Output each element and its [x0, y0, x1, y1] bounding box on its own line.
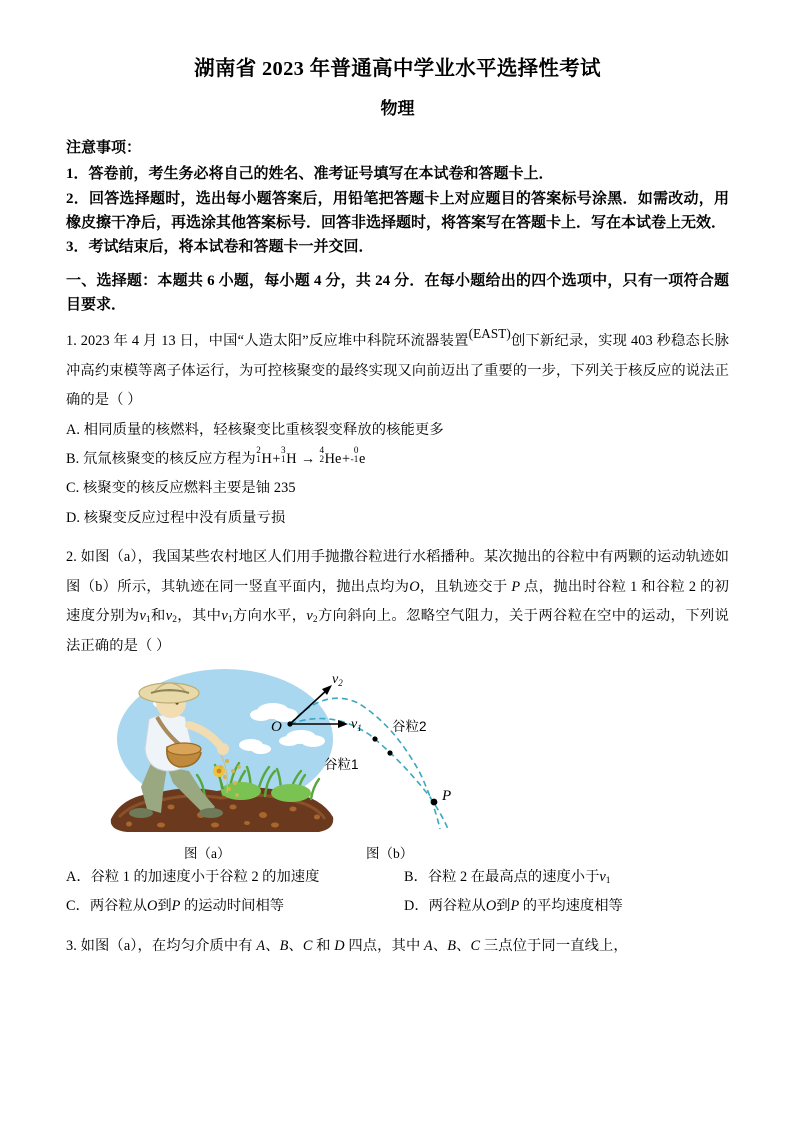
equation-arrow: → — [300, 450, 316, 467]
question-1-stem-part2: 创下新纪录，实现 403 秒稳态长脉冲高约束模等离子体运行，为可控核聚变的最终实现又向前迈出了重要的一步，下列关于核反应的说法正确的是（ ） — [66, 333, 729, 409]
question-3-stem-text: 如图（a），在均匀介质中有 A、B、C 和 D 四点，其中 A、B、C 三点位于同一直线上， — [80, 937, 628, 954]
intersection-point-p — [431, 799, 438, 806]
figure-b-caption: 图（b） — [366, 846, 414, 862]
trajectory-curve-grain-2 — [290, 698, 440, 829]
nuclide-3-charge: 2 — [319, 453, 325, 464]
nuclide-3-mass: 4 — [319, 445, 325, 456]
label-grain-1: 谷粒1 — [324, 757, 359, 773]
option-a-text: 相同质量的核燃料，轻核聚变比重核裂变释放的核能更多 — [83, 421, 444, 438]
nuclide-4-symbol: e — [358, 450, 366, 467]
trajectory-curve-grain-1 — [290, 719, 448, 829]
question-2 — [66, 543, 729, 661]
question-1 — [66, 327, 729, 533]
question-3-number: 3. — [66, 937, 77, 954]
question-2-option-d: D．两谷粒从O到P 的平均速度相等 — [404, 898, 623, 915]
question-1-stem-part1: 2023 年 4 月 13 日，中国“人造太阳”反应堆中科院环流器装置 — [80, 333, 469, 350]
nuclide-2-charge: 1 — [281, 453, 286, 464]
option-c-text: 核聚变的核反应燃料主要是铀 235 — [83, 480, 296, 497]
figure-b-trajectory-diagram — [262, 669, 527, 841]
label-v2: $v_2$ — [332, 672, 343, 689]
question-3-stem — [66, 932, 729, 961]
option-d-text: 核聚变反应过程中没有质量亏损 — [83, 509, 286, 526]
nuclide-2-mass: 3 — [281, 445, 286, 456]
question-2-option-c: C．两谷粒从O到P 的运动时间相等 — [66, 898, 285, 915]
question-2-number: 2. — [66, 549, 77, 566]
equation-op-1: + — [272, 450, 281, 467]
option-c-label: C. — [66, 480, 80, 497]
notice-item-1: 1．答卷前，考生务必将自己的姓名、准考证号填写在本试卷和答题卡上． — [66, 166, 554, 183]
question-1-east-superscript: (EAST) — [468, 325, 511, 341]
nuclear-reaction-equation — [256, 445, 366, 467]
question-2-figures — [66, 667, 729, 863]
option-b-label: B. — [66, 450, 80, 467]
question-2-option-b: B．谷粒 2 在最高点的速度小于$v_1$ — [404, 869, 611, 887]
question-2-stem — [66, 543, 729, 661]
label-v1: $v_1$ — [351, 717, 362, 734]
label-grain-2: 谷粒2 — [392, 719, 427, 735]
question-1-option-b — [66, 445, 729, 474]
page-content — [66, 56, 729, 961]
question-1-number: 1. — [66, 333, 77, 350]
question-2-options-row-1 — [66, 863, 729, 892]
label-point-p: P — [442, 788, 452, 805]
question-1-option-d — [66, 504, 729, 533]
nuclide-1-mass: 2 — [256, 445, 261, 456]
question-1-stem — [66, 327, 729, 415]
question-2-stem-text: 如图（a），我国某些农村地区人们用手抛撒谷粒进行水稻播种。某次抛出的谷粒中有两颗的运动轨迹如图（b）所示，其轨迹在同一竖直平面内，抛出点均为O，且轨迹交于 P 点，抛出时谷粒 1 和谷粒 2 的初速度分别为$v_1$和$v_2$，其中$v_1$方向水平，$v_2$方向斜向上。忽略空气阻力，关于两谷粒在空中的运动，下列说法正确的是（ ） — [66, 549, 730, 654]
question-3 — [66, 932, 729, 961]
nuclide-1-charge: 1 — [256, 453, 261, 464]
question-2-option-a: A．谷粒 1 的加速度小于谷粒 2 的加速度 — [66, 869, 320, 886]
nuclide-2-symbol: H — [286, 450, 297, 467]
nuclide-4-mass: 0 — [353, 445, 359, 456]
notice-item-3: 3．考试结束后，将本试卷和答题卡一并交回． — [66, 239, 374, 256]
nuclide-1-symbol: H — [261, 450, 272, 467]
section-heading: 一、选择题：本题共 6 小题，每小题 4 分，共 24 分．在每小题给出的四个选项中，只有一项符合题目要求． — [66, 272, 729, 313]
label-origin-o: O — [271, 719, 282, 736]
notice-heading: 注意事项： — [66, 140, 142, 157]
question-1-option-a — [66, 416, 729, 445]
page-title: 湖南省 2023 年普通高中学业水平选择性考试 — [194, 58, 601, 80]
equation-op-2: + — [341, 450, 351, 467]
option-a-label: A. — [66, 421, 81, 438]
nuclide-3-symbol: He — [324, 450, 342, 467]
notice-item-2: 2．回答选择题时，选出每小题答案后，用铅笔把答题卡上对应题目的答案标号涂黑．如需改动，用橡皮擦干净后，再选涂其他答案标号．回答非选择题时，将答案写在答题卡上．写在本试卷上无效． — [66, 190, 729, 232]
question-2-options-row-2 — [66, 892, 729, 921]
option-b-text: 氘氚核聚变的核反应方程为 — [83, 450, 256, 467]
nuclide-4-charge: -1 — [350, 453, 359, 464]
option-d-label: D. — [66, 509, 81, 526]
subject-title: 物理 — [380, 98, 415, 118]
question-1-option-c — [66, 474, 729, 503]
figure-a-caption: 图（a） — [184, 846, 231, 862]
